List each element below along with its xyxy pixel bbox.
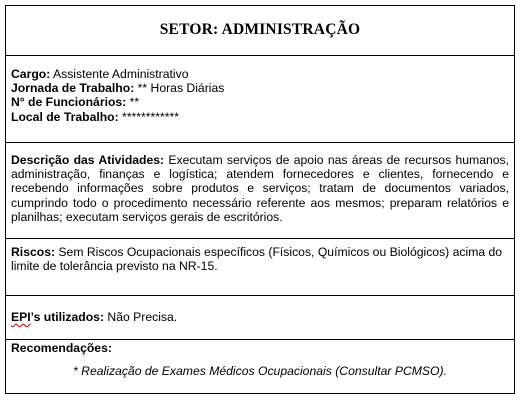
jornada-line [11, 81, 509, 95]
local-value: ************ [118, 109, 179, 124]
local-label: Local de Trabalho: [11, 109, 119, 124]
cargo-line [11, 67, 509, 81]
funcionarios-line [11, 95, 509, 109]
job-description-table [5, 5, 515, 394]
risks-row [6, 239, 514, 296]
ppe-label-suffix: ’s utilizados: [30, 310, 105, 324]
jornada-value: ** Horas Diárias [134, 81, 225, 96]
jornada-label: Jornada de Trabalho: [11, 81, 135, 96]
title-row [6, 6, 514, 56]
funcionarios-label: N° de Funcionários: [11, 95, 127, 110]
description-row [6, 143, 514, 239]
cargo-value: Assistente Administrativo [50, 67, 189, 81]
ppe-text: Não Precisa. [104, 310, 178, 324]
cargo-label: Cargo: [11, 67, 51, 81]
funcionarios-value: ** [126, 95, 140, 110]
ppe-label [11, 310, 104, 324]
local-line [11, 110, 509, 124]
ppe-row [6, 296, 514, 340]
ppe-label-prefix: EPI [11, 310, 31, 324]
sector-title: SETOR: ADMINISTRAÇÃO [159, 21, 361, 39]
job-info-row [6, 56, 514, 143]
risks-text: Sem Riscos Ocupacionais específicos (Físicos, Químicos ou Biológicos) acima do limite de tolerância previsto na NR-15. [11, 245, 503, 274]
description-label: Descrição das Atividades: [11, 153, 165, 167]
recommendations-text: * Realização de Exames Médicos Ocupacionais (Consultar PCMSO). [73, 364, 447, 379]
description-text: Executam serviços de apoio nas áreas de recursos humanos, administração, finanças e logística; atendem fornecedores e clientes, fornecendo e recebendo informações sobre produtos e serviços; tratam de documentos variados, cumprindo todo o procedimento necessário referente aos mesmos; preparam relatórios e planilhas; executam serviços gerais de escritórios. [11, 153, 510, 224]
recommendations-row [6, 340, 514, 393]
recommendations-label: Recomendações: [11, 341, 112, 355]
risks-label: Riscos: [11, 245, 56, 259]
